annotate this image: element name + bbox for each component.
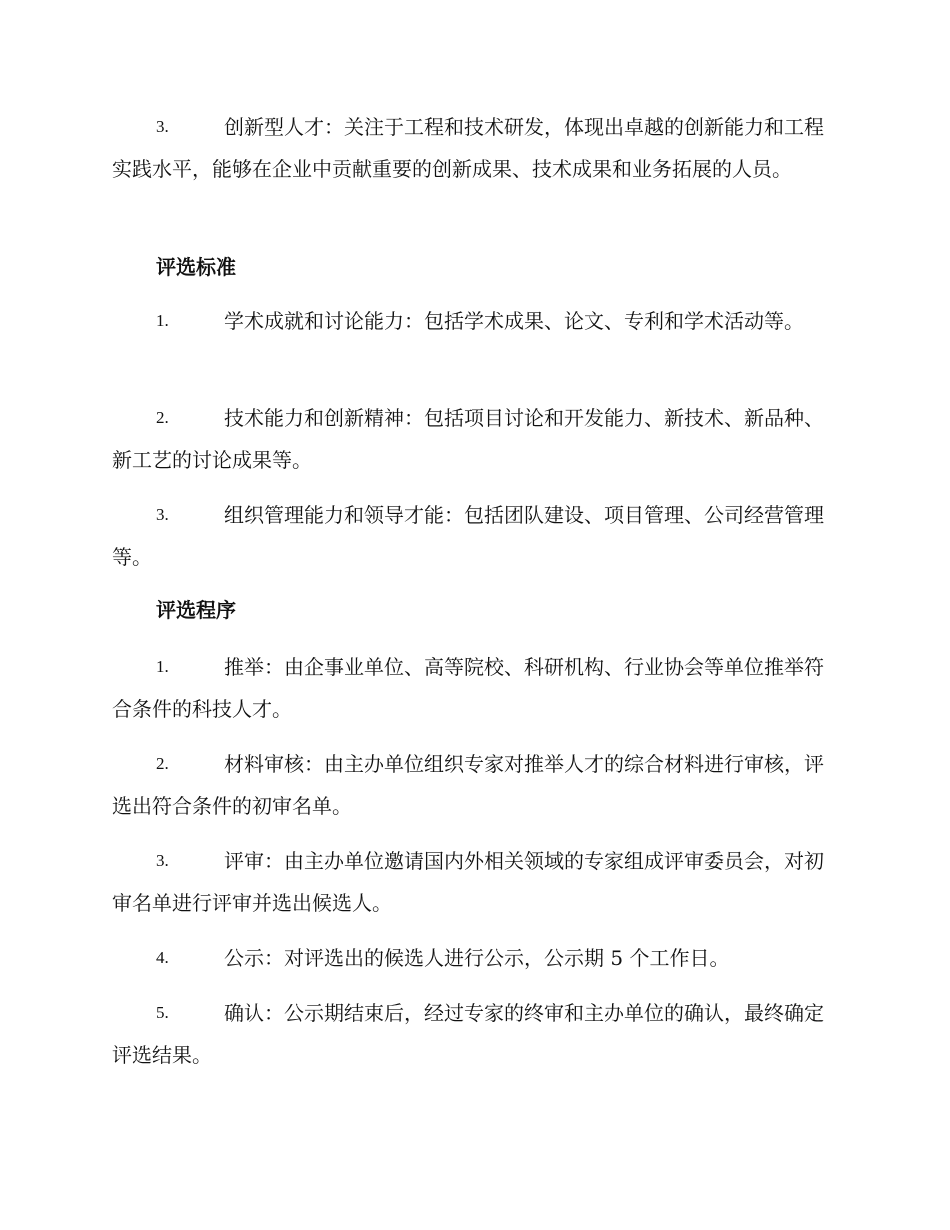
intro-list-item bbox=[112, 106, 837, 190]
procedure-list-item bbox=[112, 937, 837, 979]
list-item-text: 确认：公示期结束后，经过专家的终审和主办单位的确认，最终确定评选结果。 bbox=[112, 1001, 824, 1067]
list-item-number: 1. bbox=[156, 657, 169, 676]
list-item-number: 2. bbox=[156, 408, 169, 427]
list-item-text: 组织管理能力和领导才能：包括团队建设、项目管理、公司经营管理等。 bbox=[112, 503, 824, 569]
criteria-heading: 评选标准 bbox=[156, 255, 236, 279]
list-item-text: 学术成就和讨论能力：包括学术成果、论文、专利和学术活动等。 bbox=[224, 309, 804, 333]
list-item-number: 1. bbox=[156, 311, 169, 330]
list-item-text: 评审：由主办单位邀请国内外相关领域的专家组成评审委员会，对初审名单进行评审并选出候选人。 bbox=[112, 849, 824, 915]
procedure-list-item bbox=[112, 646, 837, 730]
list-item-text: 公示：对评选出的候选人进行公示，公示期 5 个工作日。 bbox=[224, 946, 730, 970]
criteria-list-item bbox=[112, 300, 837, 342]
procedure-list-item bbox=[112, 840, 837, 924]
list-item-text: 推举：由企事业单位、高等院校、科研机构、行业协会等单位推举符合条件的科技人才。 bbox=[112, 655, 824, 721]
list-item-number: 5. bbox=[156, 1003, 169, 1022]
list-item-text: 技术能力和创新精神：包括项目讨论和开发能力、新技术、新品种、新工艺的讨论成果等。 bbox=[112, 406, 824, 472]
procedure-list-item bbox=[112, 992, 837, 1076]
procedure-heading: 评选程序 bbox=[156, 598, 236, 622]
list-item-text: 创新型人才：关注于工程和技术研发，体现出卓越的创新能力和工程实践水平，能够在企业中贡献重要的创新成果、技术成果和业务拓展的人员。 bbox=[112, 115, 824, 181]
list-item-number: 3. bbox=[156, 505, 169, 524]
list-item-number: 4. bbox=[156, 948, 169, 967]
list-item-number: 2. bbox=[156, 754, 169, 773]
criteria-list-item bbox=[112, 397, 837, 481]
procedure-list-item bbox=[112, 743, 837, 827]
list-item-number: 3. bbox=[156, 851, 169, 870]
list-item-number: 3. bbox=[156, 117, 169, 136]
list-item-text: 材料审核：由主办单位组织专家对推举人才的综合材料进行审核，评选出符合条件的初审名单。 bbox=[112, 752, 824, 818]
criteria-list-item bbox=[112, 494, 837, 578]
